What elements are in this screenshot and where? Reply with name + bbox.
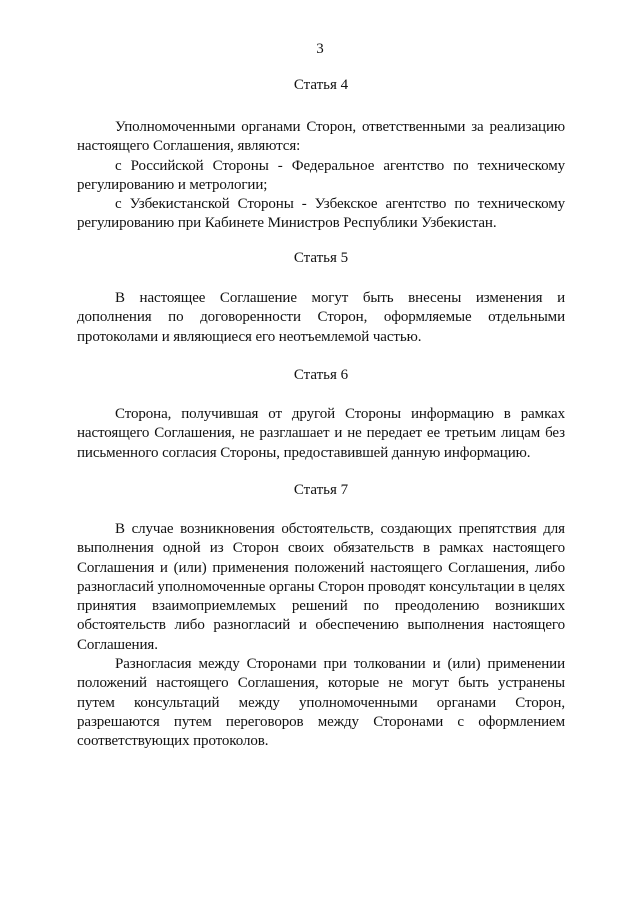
paragraph: Разногласия между Сторонами при толковании и (или) применении положений настоящего Соглашения, которые не могут быть устранены путем консультаций между уполномоченными органами Сторон, разрешаются путем переговоров между Сторонами с оформлением соответствующих протоколов. (77, 656, 565, 750)
paragraph: Уполномоченными органами Сторон, ответственными за реализацию настоящего Соглашения, являются: (77, 119, 565, 155)
page-number: 3 (316, 41, 324, 57)
article-5 (77, 249, 565, 347)
article-4 (77, 76, 565, 234)
article-title: Статья 7 (293, 482, 349, 498)
paragraph: Сторона, получившая от другой Стороны информацию в рамках настоящего Соглашения, не разглашает и не передает ее третьим лицам без письменного согласия Стороны, предоставившей данную информацию. (77, 406, 565, 461)
article-title: Статья 4 (293, 77, 349, 93)
article-title: Статья 6 (293, 367, 349, 383)
paragraph: с Российской Стороны - Федеральное агентство по техническому регулированию и метрологии; (77, 157, 565, 193)
article-6 (77, 366, 565, 463)
paragraph: В настоящее Соглашение могут быть внесены изменения и дополнения по договоренности Сторон, оформляемые отдельными протоколами и являющиеся его неотъемлемой частью. (77, 290, 565, 345)
paragraph: В случае возникновения обстоятельств, создающих препятствия для выполнения одной из Сторон своих обязательств в рамках настоящего Соглашения и (или) применения положений настоящего Соглашения, либо разногласий уполномоченные органы Сторон проводят консультации в целях принятия взаимоприемлемых решений по преодолению возникших обстоятельств либо разногласий и обеспечению выполнения настоящего Соглашения. (77, 521, 565, 653)
paragraph: с Узбекистанской Стороны - Узбекское агентство по техническому регулированию при Кабинете Министров Республики Узбекистан. (77, 196, 565, 232)
article-7 (77, 481, 565, 752)
article-title: Статья 5 (293, 250, 349, 266)
